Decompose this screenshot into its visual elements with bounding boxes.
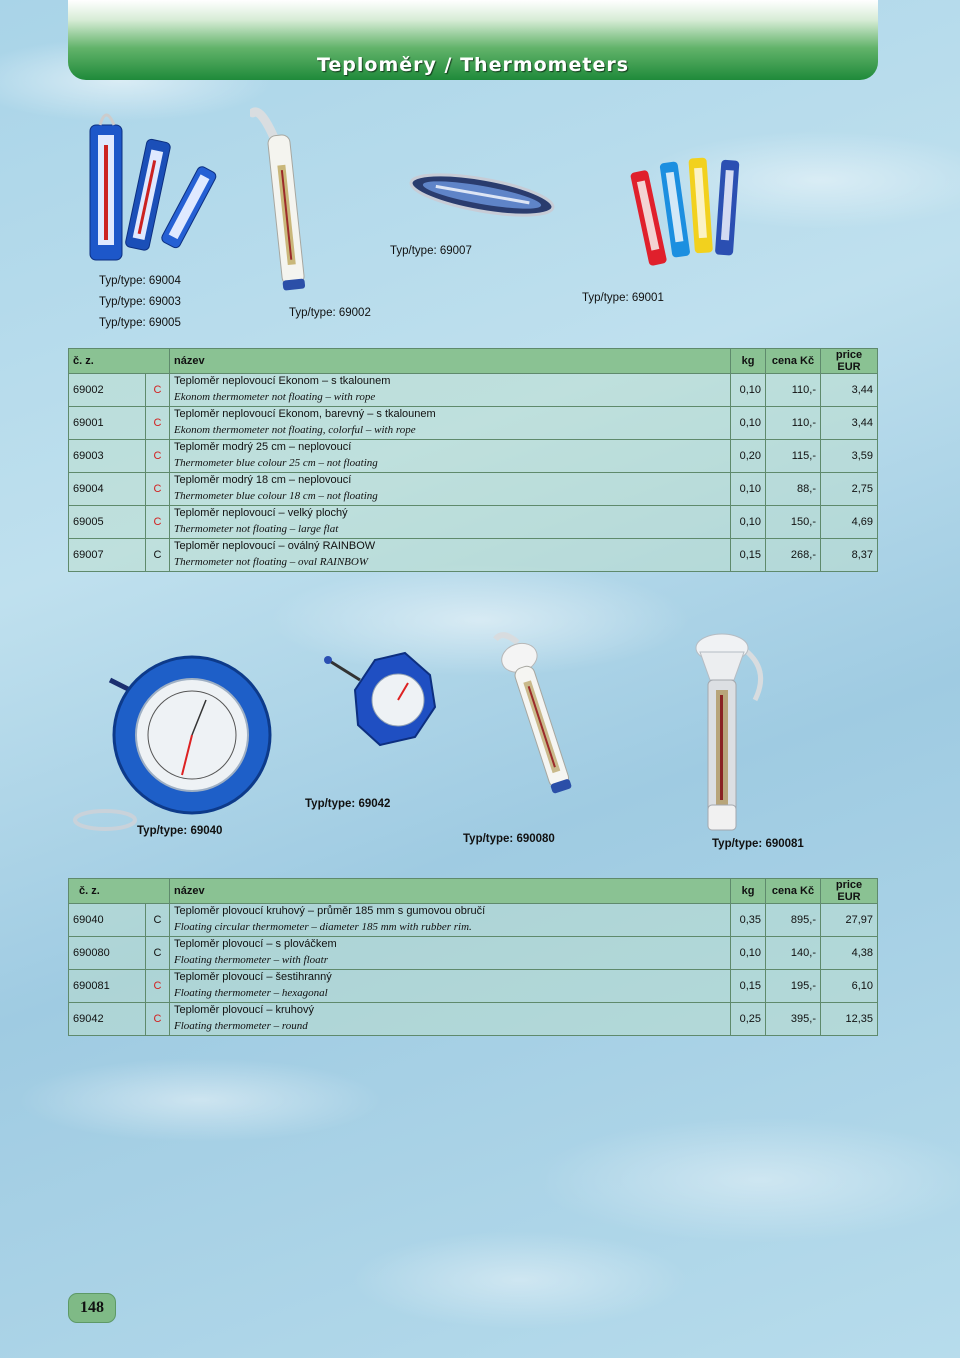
col-header-price-eur: price EUR — [821, 349, 878, 374]
availability-flag: C — [146, 374, 170, 407]
page-number: 148 — [68, 1293, 116, 1323]
table-row — [69, 473, 878, 506]
availability-flag: C — [146, 506, 170, 539]
weight-kg: 0,15 — [731, 970, 766, 1003]
product-image-69004-69003-69005 — [80, 105, 220, 270]
product-name-english: Thermometer not floating – large flat — [174, 523, 339, 535]
caption-69042: Typ/type: 69042 — [305, 798, 391, 810]
price-czk: 395,- — [766, 1003, 821, 1036]
product-name-english: Thermometer not floating – oval RAINBOW — [174, 556, 369, 568]
caption-69001: Typ/type: 69001 — [582, 292, 664, 304]
table-row — [69, 440, 878, 473]
product-name-czech: Teploměr plovoucí – kruhový — [174, 1004, 315, 1016]
product-name-czech: Teploměr plovoucí kruhový – průměr 185 mm s gumovou obručí — [174, 905, 486, 917]
product-name-english: Ekonom thermometer not floating, colorful – with rope — [174, 424, 416, 436]
product-code: 69001 — [69, 407, 146, 440]
product-table-non-floating — [68, 348, 878, 572]
table-row — [69, 937, 878, 970]
table-row — [69, 904, 878, 937]
weight-kg: 0,10 — [731, 506, 766, 539]
product-name-czech: Teploměr plovoucí – s plováčkem — [174, 938, 337, 950]
product-name-cell — [170, 539, 731, 572]
col-header-name: název — [170, 349, 731, 374]
table-row — [69, 374, 878, 407]
product-code: 69002 — [69, 374, 146, 407]
table-row — [69, 506, 878, 539]
weight-kg: 0,25 — [731, 1003, 766, 1036]
product-image-690081 — [690, 630, 775, 835]
weight-kg: 0,35 — [731, 904, 766, 937]
weight-kg: 0,15 — [731, 539, 766, 572]
product-code: 69040 — [69, 904, 146, 937]
price-eur: 8,37 — [821, 539, 878, 572]
price-eur: 2,75 — [821, 473, 878, 506]
product-name-czech: Teploměr modrý 18 cm – neplovoucí — [174, 474, 352, 486]
product-name-czech: Teploměr neplovoucí Ekonom, barevný – s tkalounem — [174, 408, 436, 420]
product-name-english: Thermometer blue colour 18 cm – not floating — [174, 490, 378, 502]
caption-69002: Typ/type: 69002 — [289, 307, 371, 319]
product-image-69002 — [250, 105, 320, 295]
col-header-kg: kg — [731, 349, 766, 374]
availability-flag: C — [146, 904, 170, 937]
table-row — [69, 539, 878, 572]
caption-69003: Typ/type: 69003 — [99, 296, 181, 308]
price-czk: 140,- — [766, 937, 821, 970]
product-name-cell — [170, 407, 731, 440]
product-name-czech: Teploměr neplovoucí – oválný RAINBOW — [174, 540, 376, 552]
availability-flag: C — [146, 407, 170, 440]
product-image-69042 — [320, 645, 445, 755]
price-eur: 3,44 — [821, 374, 878, 407]
availability-flag: C — [146, 539, 170, 572]
price-czk: 150,- — [766, 506, 821, 539]
caption-69005: Typ/type: 69005 — [99, 317, 181, 329]
product-name-english: Floating thermometer – hexagonal — [174, 987, 328, 999]
product-code: 690081 — [69, 970, 146, 1003]
product-name-cell — [170, 374, 731, 407]
price-czk: 110,- — [766, 407, 821, 440]
price-eur: 4,38 — [821, 937, 878, 970]
product-code: 69007 — [69, 539, 146, 572]
availability-flag: C — [146, 440, 170, 473]
product-name-czech: Teploměr neplovoucí Ekonom – s tkalounem — [174, 375, 391, 387]
table-row — [69, 970, 878, 1003]
weight-kg: 0,10 — [731, 374, 766, 407]
table-row — [69, 1003, 878, 1036]
price-czk: 895,- — [766, 904, 821, 937]
product-image-690080 — [490, 625, 585, 800]
price-czk: 268,- — [766, 539, 821, 572]
price-czk: 110,- — [766, 374, 821, 407]
caption-69004: Typ/type: 69004 — [99, 275, 181, 287]
caption-690080: Typ/type: 690080 — [463, 833, 555, 845]
product-image-69001 — [620, 150, 755, 270]
product-name-czech: Teploměr plovoucí – šestihranný — [174, 971, 332, 983]
product-image-69007 — [405, 165, 560, 225]
product-name-cell — [170, 970, 731, 1003]
product-image-69040 — [70, 650, 275, 835]
price-eur: 27,97 — [821, 904, 878, 937]
product-name-english: Floating circular thermometer – diameter 185 mm with rubber rim. — [174, 921, 472, 933]
price-czk: 115,- — [766, 440, 821, 473]
caption-690081: Typ/type: 690081 — [712, 838, 804, 850]
product-name-cell — [170, 440, 731, 473]
price-eur: 3,44 — [821, 407, 878, 440]
product-name-czech: Teploměr neplovoucí – velký plochý — [174, 507, 348, 519]
product-table-floating — [68, 878, 878, 1036]
product-name-cell — [170, 473, 731, 506]
price-eur: 6,10 — [821, 970, 878, 1003]
page-title: Teploměry / Thermometers — [316, 54, 630, 76]
table-header-row — [69, 879, 878, 904]
product-name-english: Thermometer blue colour 25 cm – not floating — [174, 457, 378, 469]
weight-kg: 0,20 — [731, 440, 766, 473]
weight-kg: 0,10 — [731, 407, 766, 440]
col-header-code: č. z. — [69, 879, 170, 904]
product-code: 69042 — [69, 1003, 146, 1036]
product-code: 69003 — [69, 440, 146, 473]
product-name-cell — [170, 937, 731, 970]
product-name-cell — [170, 1003, 731, 1036]
product-code: 69005 — [69, 506, 146, 539]
product-name-english: Floating thermometer – round — [174, 1020, 308, 1032]
availability-flag: C — [146, 937, 170, 970]
product-code: 69004 — [69, 473, 146, 506]
caption-69040: Typ/type: 69040 — [137, 825, 223, 837]
product-code: 690080 — [69, 937, 146, 970]
price-czk: 195,- — [766, 970, 821, 1003]
product-name-cell — [170, 904, 731, 937]
price-eur: 12,35 — [821, 1003, 878, 1036]
col-header-price-eur: price EUR — [821, 879, 878, 904]
product-name-cell — [170, 506, 731, 539]
availability-flag: C — [146, 1003, 170, 1036]
table-header-row — [69, 349, 878, 374]
col-header-price-czk: cena Kč — [766, 349, 821, 374]
table-row — [69, 407, 878, 440]
weight-kg: 0,10 — [731, 473, 766, 506]
availability-flag: C — [146, 473, 170, 506]
price-eur: 4,69 — [821, 506, 878, 539]
weight-kg: 0,10 — [731, 937, 766, 970]
col-header-price-czk: cena Kč — [766, 879, 821, 904]
product-name-english: Ekonom thermometer not floating – with rope — [174, 391, 376, 403]
caption-69007: Typ/type: 69007 — [390, 245, 472, 257]
availability-flag: C — [146, 970, 170, 1003]
price-czk: 88,- — [766, 473, 821, 506]
col-header-kg: kg — [731, 879, 766, 904]
product-name-czech: Teploměr modrý 25 cm – neplovoucí — [174, 441, 352, 453]
page-header-band — [68, 0, 878, 80]
col-header-code: č. z. — [69, 349, 170, 374]
product-name-english: Floating thermometer – with floatr — [174, 954, 328, 966]
col-header-name: název — [170, 879, 731, 904]
price-eur: 3,59 — [821, 440, 878, 473]
